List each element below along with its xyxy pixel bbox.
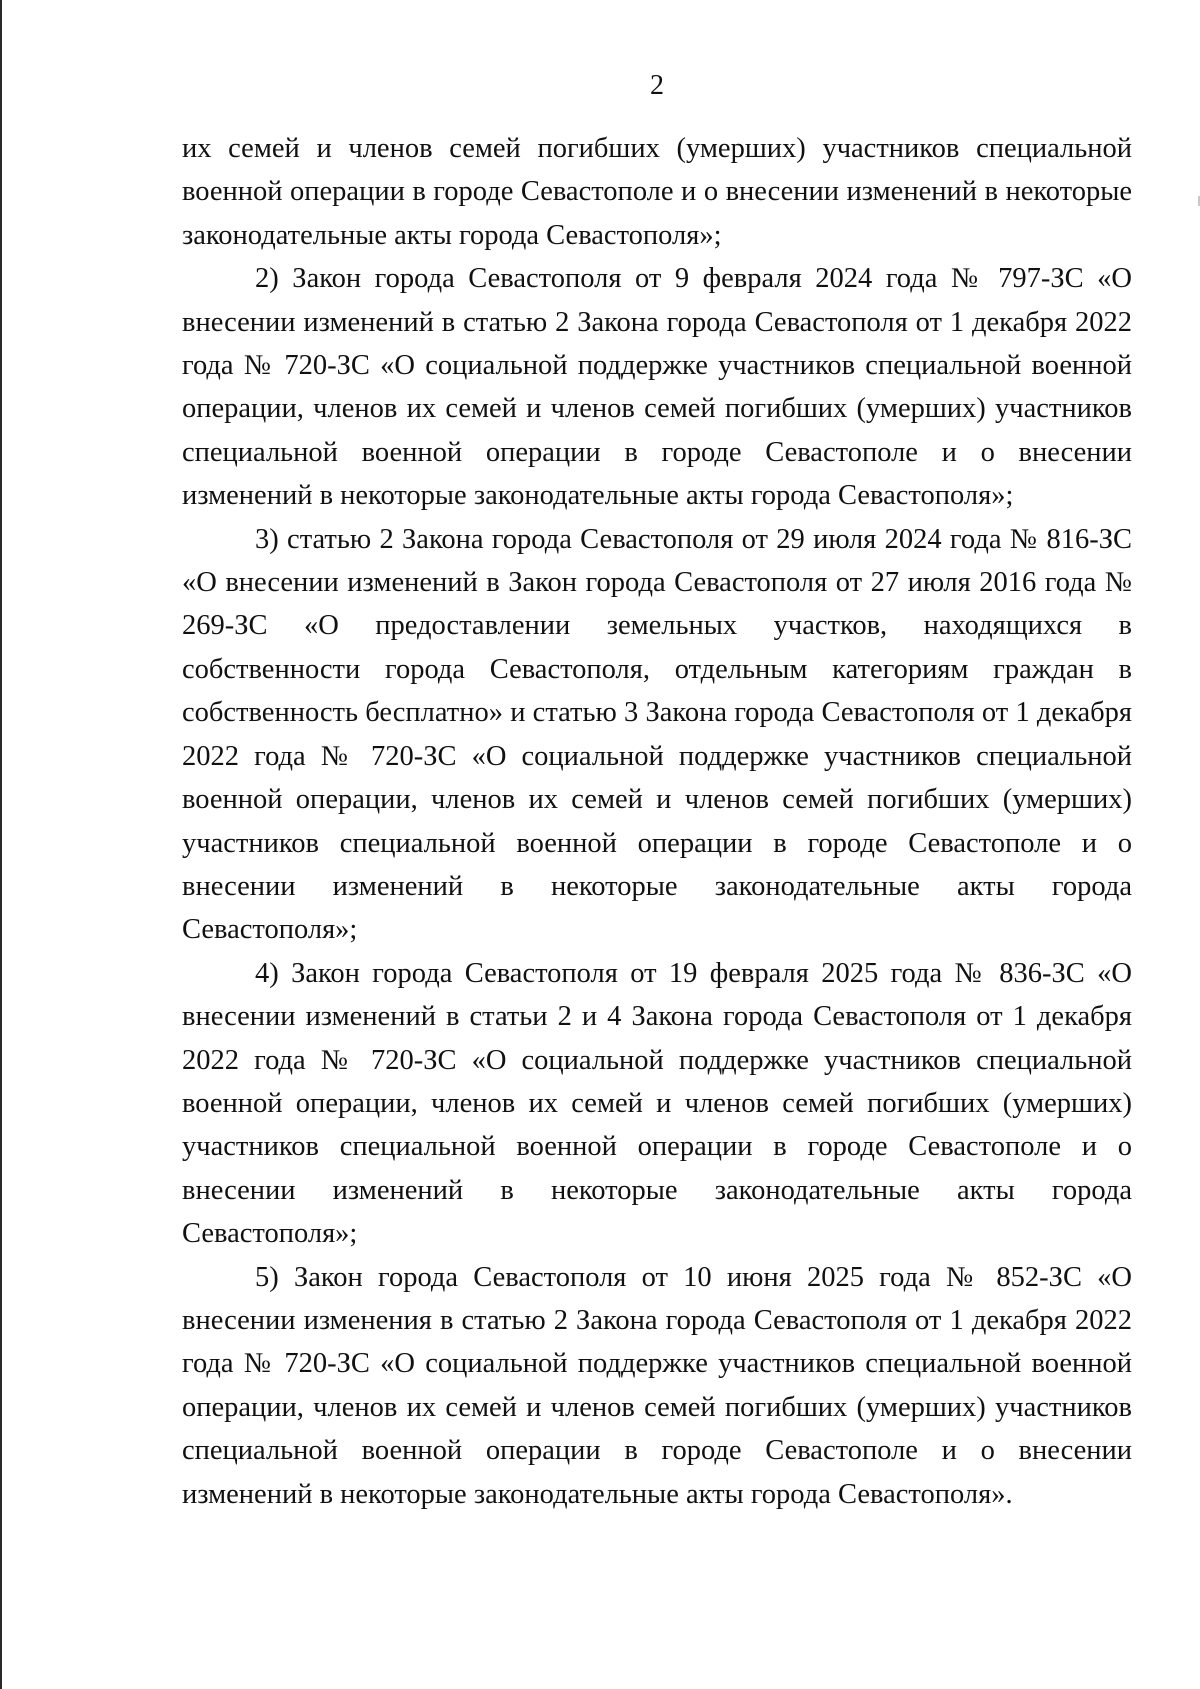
paragraph-continuation: их семей и членов семей погибших (умерших) участников специальной военной операции в городе Севастополе и о внесении изменений в некоторые законодательные акты города Севастополя»; [182,133,1132,251]
paragraph-item-5: 5) Закон города Севастополя от 10 июня 2025 года № 852-ЗС «О внесении изменения в статью 2 Закона города Севастополя от 1 декабря 2022 года № 720-ЗС «О социальной поддержке участников специальной военной операции, членов их семей и членов семей погибших (умерших) участников специальной военной операции в городе Севастополе и о внесении изменений в некоторые законодательные акты города Севастополя». [182,1261,1132,1510]
paragraph-item-3: 3) статью 2 Закона города Севастополя от 29 июля 2024 года № 816-ЗС «О внесении изменений в Закон города Севастополя от 27 июля 2016 года № 269-ЗС «О предоставлении земельных участков, находящихся в собственности города Севастополя, отдельным категориям граждан в собственность бесплатно» и статью 3 Закона города Севастополя от 1 декабря 2022 года № 720-ЗС «О социальной поддержке участников специальной военной операции, членов их семей и членов семей погибших (умерших) участников специальной военной операции в городе Севастополе и о внесении изменений в некоторые законодательные акты города Севастополя»; [182,523,1132,946]
paragraph-item-2: 2) Закон города Севастополя от 9 февраля 2024 года № 797-ЗС «О внесении изменений в статью 2 Закона города Севастополя от 1 декабря 2022 года № 720-ЗС «О социальной поддержке участников специальной военной операции, членов их семей и членов семей погибших (умерших) участников специальной военной операции в городе Севастополе и о внесении изменений в некоторые законодательные акты города Севастополя»; [182,263,1132,512]
page-number: 2 [650,70,664,101]
document-body [182,127,1132,1516]
paragraph-item-4: 4) Закон города Севастополя от 19 февраля 2025 года № 836-ЗС «О внесении изменений в статьи 2 и 4 Закона города Севастополя от 1 декабря 2022 года № 720-ЗС «О социальной поддержке участников специальной военной операции, членов их семей и членов семей погибших (умерших) участников специальной военной операции в городе Севастополе и о внесении изменений в некоторые законодательные акты города Севастополя»; [182,957,1132,1250]
